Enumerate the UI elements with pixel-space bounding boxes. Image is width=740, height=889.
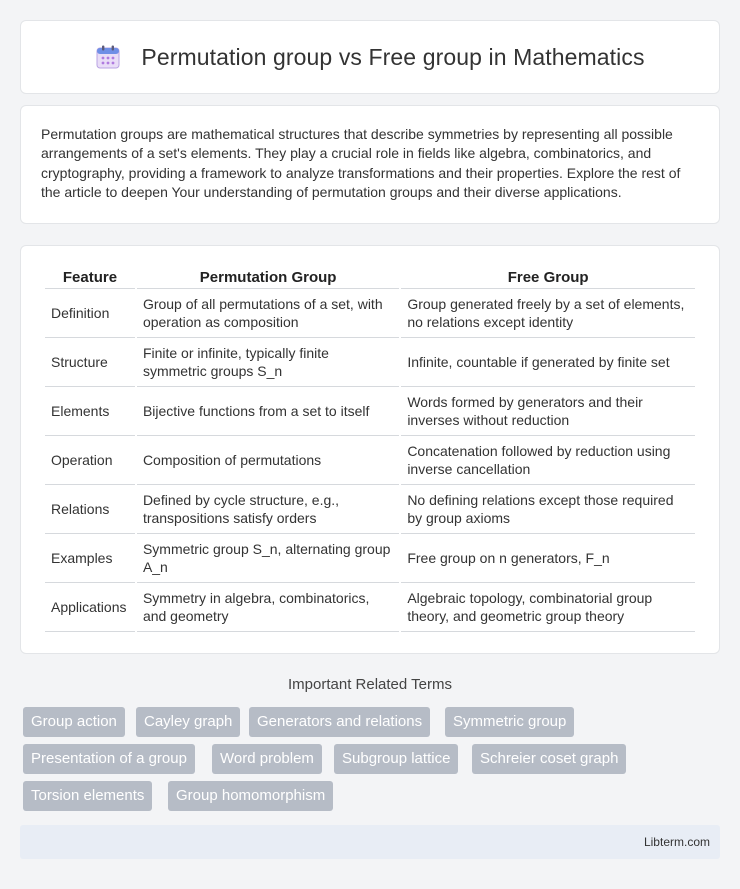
- title-card: [20, 20, 720, 94]
- table-header-row: [45, 267, 695, 289]
- row-permutation-value: Composition of permutations: [137, 436, 399, 485]
- row-feature: Relations: [45, 485, 135, 534]
- row-permutation-value: Group of all permutations of a set, with operation as composition: [137, 289, 399, 338]
- row-feature: Structure: [45, 338, 135, 387]
- related-terms-title: Important Related Terms: [288, 676, 452, 693]
- row-permutation-value: Symmetric group S_n, alternating group A_n: [137, 534, 399, 583]
- row-free-value: Free group on n generators, F_n: [401, 534, 695, 583]
- header-free-group: Free Group: [401, 267, 695, 289]
- intro-text: Permutation groups are mathematical structures that describe symmetries by representing all possible arrangements of a set's elements. They play a crucial role in fields like algebra, combinatorics, and cryptography, providing a framework to analyze transformations and their properties. Explore the rest of the article to deepen Your understanding of permutation groups and their diverse applications.: [41, 126, 681, 201]
- row-feature: Definition: [45, 289, 135, 338]
- table-row: [45, 289, 695, 338]
- row-free-value: Words formed by generators and their inverses without reduction: [401, 387, 695, 436]
- row-feature: Applications: [45, 583, 135, 632]
- tag-subgroup-lattice[interactable]: Subgroup lattice: [334, 744, 458, 774]
- tag-symmetric-group[interactable]: Symmetric group: [445, 707, 574, 737]
- table-row: [45, 338, 695, 387]
- tag-presentation-of-a-group[interactable]: Presentation of a group: [23, 744, 195, 774]
- table-row: [45, 436, 695, 485]
- table-row: [45, 534, 695, 583]
- row-free-value: Algebraic topology, combinatorial group theory, and geometric group theory: [401, 583, 695, 632]
- calendar-icon: [95, 44, 121, 70]
- table-row: [45, 485, 695, 534]
- table-row: [45, 387, 695, 436]
- footer: [20, 825, 720, 859]
- row-free-value: No defining relations except those required by group axioms: [401, 485, 695, 534]
- row-free-value: Infinite, countable if generated by finite set: [401, 338, 695, 387]
- row-feature: Operation: [45, 436, 135, 485]
- tag-group-action[interactable]: Group action: [23, 707, 125, 737]
- row-free-value: Group generated freely by a set of elements, no relations except identity: [401, 289, 695, 338]
- row-feature: Elements: [45, 387, 135, 436]
- header-feature: Feature: [45, 267, 135, 289]
- tag-torsion-elements[interactable]: Torsion elements: [23, 781, 152, 811]
- tag-generators-and-relations[interactable]: Generators and relations: [249, 707, 430, 737]
- footer-site-link[interactable]: Libterm.com: [643, 835, 710, 849]
- tag-schreier-coset-graph[interactable]: Schreier coset graph: [472, 744, 626, 774]
- tag-word-problem[interactable]: Word problem: [212, 744, 322, 774]
- tag-group-homomorphism[interactable]: Group homomorphism: [168, 781, 333, 811]
- table-row: [45, 583, 695, 632]
- comparison-table: [43, 267, 697, 632]
- comparison-table-card: [20, 245, 720, 654]
- row-free-value: Concatenation followed by reduction using inverse cancellation: [401, 436, 695, 485]
- row-feature: Examples: [45, 534, 135, 583]
- page-title: Permutation group vs Free group in Mathematics: [141, 43, 645, 70]
- row-permutation-value: Finite or infinite, typically finite symmetric groups S_n: [137, 338, 399, 387]
- intro-card: [20, 105, 720, 224]
- tag-cayley-graph[interactable]: Cayley graph: [136, 707, 240, 737]
- row-permutation-value: Defined by cycle structure, e.g., transpositions satisfy orders: [137, 485, 399, 534]
- row-permutation-value: Bijective functions from a set to itself: [137, 387, 399, 436]
- header-permutation-group: Permutation Group: [137, 267, 399, 289]
- row-permutation-value: Symmetry in algebra, combinatorics, and geometry: [137, 583, 399, 632]
